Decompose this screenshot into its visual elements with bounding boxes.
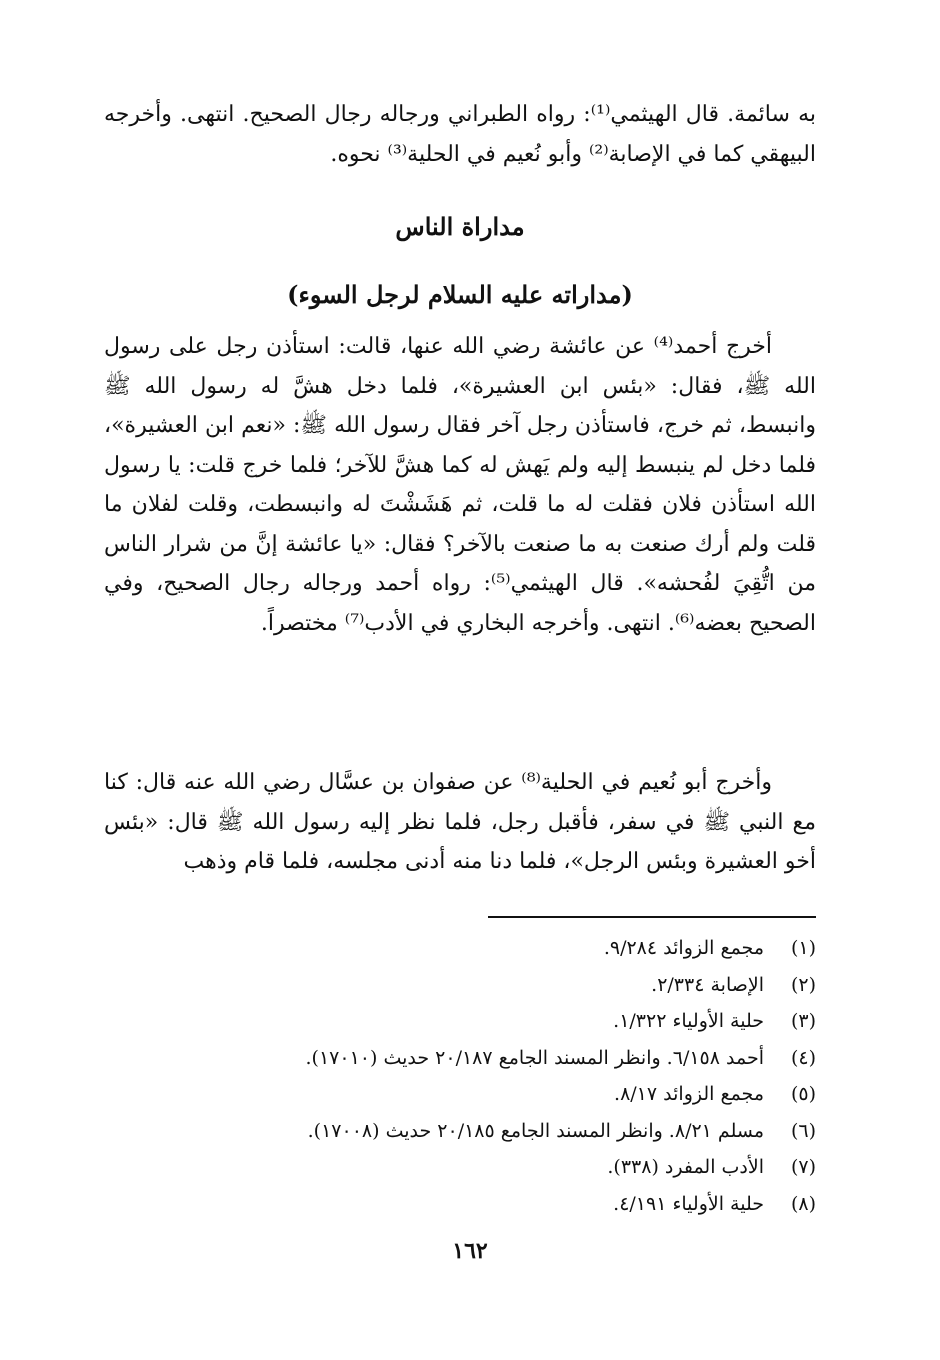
section-heading: مداراة الناس (395, 212, 525, 241)
footnote-item (104, 967, 816, 1004)
footnote-item (104, 1149, 816, 1186)
footnote-number: (٦) (790, 1119, 816, 1142)
paragraph-safwan-narration: وأخرج أبو نُعيم في الحلية⁽⁸⁾ عن صفوان بن عسَّال رضي الله عنه قال: كنا مع النبي ﷺ في سفر، فأقبل رجل، فلما نظر إليه رسول الله ﷺ قال: «بئس أخو العشيرة وبئس الرجل»، فلما دنا منه أدنى مجلسه، فلما قام وذهب (104, 770, 816, 874)
footnote-text: الإصابة ٢/٣٣٤. (651, 973, 764, 996)
footnote-text: مجمع الزوائد ٨/١٧. (614, 1083, 764, 1105)
footnote-item (104, 1040, 816, 1077)
footnote-number: (٣) (790, 1010, 816, 1032)
footnote-item (104, 1003, 816, 1040)
paragraph-aisha-narration: أخرج أحمد⁽⁴⁾ عن عائشة رضي الله عنها، قالت: استأذن رجل على رسول الله ﷺ، فقال: «بئس ابن العشيرة»، فلما دخل هشَّ له رسول الله ﷺ وانبسط، ثم خرج، فاستأذن رجل آخر فقال رسول الله ﷺ: «نعم ابن العشيرة»، فلما دخل لم ينبسط إليه ولم يَهش له كما هشَّ للآخر؛ فلما خرج قلت: يا رسول الله استأذن فلان فقلت له ما قلت، ثم هَشَشْتَ له وانبسطت، وقلت لفلان ما قلت ولم أرك صنعت به ما صنعت بالآخر؟ فقال: «يا عائشة إنَّ من شرار الناس من اتُّقِيَ لفُحشه». قال الهيثمي⁽⁵⁾: رواه أحمد ورجاله رجال الصحيح، وفي الصحيح بعضه⁽⁶⁾. انتهى. وأخرجه البخاري في الأدب⁽⁷⁾ مختصراً. (104, 334, 816, 636)
footnote-number: (٤) (790, 1046, 816, 1069)
page-number: ١٦٢ (452, 1238, 488, 1264)
footnotes-list (104, 930, 816, 1222)
footnote-text: الأدب المفرد (٣٣٨). (607, 1156, 764, 1178)
subsection-heading: (مداراته عليه السلام لرجل السوء) (287, 280, 633, 309)
footnote-divider (488, 916, 816, 918)
footnote-text: أحمد ٦/١٥٨. وانظر المسند الجامع ٢٠/١٨٧ حديث (١٧٠١٠). (305, 1046, 764, 1069)
footnote-item (104, 1113, 816, 1150)
footnote-number: (٢) (790, 973, 816, 996)
footnote-number: (٥) (790, 1083, 816, 1105)
footnote-item (104, 1186, 816, 1223)
footnote-text: حلية الأولياء ٤/١٩١. (613, 1192, 764, 1215)
footnote-item (104, 930, 816, 967)
footnote-text: مسلم ٨/٢١. وانظر المسند الجامع ٢٠/١٨٥ حديث (١٧٠٠٨). (307, 1119, 764, 1142)
footnote-text: مجمع الزوائد ٩/٢٨٤. (603, 937, 764, 959)
footnote-text: حلية الأولياء ١/٣٢٢. (613, 1010, 764, 1032)
footnote-number: (٨) (790, 1192, 816, 1215)
footnote-number: (٧) (790, 1156, 816, 1178)
footnote-number: (١) (790, 937, 816, 959)
continued-paragraph: به سائمة. قال الهيثمي⁽¹⁾: رواه الطبراني ورجاله رجال الصحيح. انتهى. وأخرجه البيهقي كما في الإصابة⁽²⁾ وأبو نُعيم في الحلية⁽³⁾ نحوه. (104, 102, 817, 167)
footnote-item (104, 1076, 816, 1113)
